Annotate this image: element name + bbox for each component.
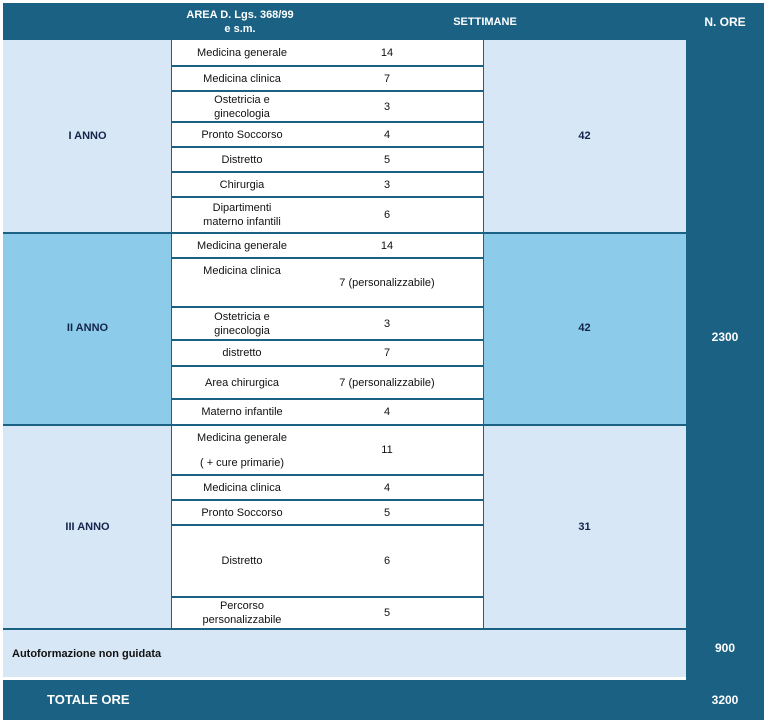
- area-cell: Medicina generale: [197, 47, 287, 59]
- year-2-label: II ANNO: [66, 322, 109, 334]
- area-cell: Materno infantile: [201, 406, 283, 418]
- table-header: [3, 3, 764, 40]
- area-cell: Pronto Soccorso: [201, 506, 283, 519]
- area-cell: Distretto: [221, 153, 263, 166]
- weeks-cell: 3: [383, 100, 391, 113]
- year-2-total-weeks: 42: [578, 322, 591, 334]
- weeks-cell: 6: [383, 555, 391, 567]
- total-hours: 3200: [711, 693, 739, 707]
- area-cell: Area chirurgica: [205, 376, 279, 389]
- column-border: [483, 40, 484, 628]
- weeks-cell: 6: [383, 208, 391, 221]
- area-cell: Distretto: [221, 555, 263, 567]
- area-cell-note: ( + cure primarie): [199, 456, 285, 469]
- weeks-cell: 4: [383, 406, 391, 418]
- weeks-cell: 3: [383, 317, 391, 330]
- area-cell: Medicina clinica: [203, 265, 281, 277]
- header-hours: N. ORE: [704, 14, 746, 29]
- year-3-total-weeks: 31: [578, 521, 591, 533]
- hours-years: 2300: [711, 330, 739, 344]
- header-area: AREA D. Lgs. 368/99 e s.m.: [186, 8, 294, 35]
- area-cell: Pronto Soccorso: [201, 128, 283, 141]
- header-weeks: SETTIMANE: [453, 15, 517, 28]
- weeks-cell: 5: [383, 606, 391, 619]
- weeks-cell: 7: [383, 72, 391, 85]
- weeks-cell: 3: [383, 178, 391, 191]
- self-training-label: Autoformazione non guidata: [12, 648, 162, 660]
- area-cell: Percorso personalizzabile: [202, 599, 282, 626]
- weeks-cell: 4: [383, 128, 391, 141]
- area-cell: Ostetricia e ginecologia: [214, 93, 270, 120]
- weeks-cell: 7 (personalizzabile): [339, 276, 435, 289]
- self-training-hours: 900: [714, 641, 736, 655]
- weeks-cell: 7 (personalizzabile): [339, 376, 435, 389]
- area-cell: Medicina generale: [197, 239, 287, 252]
- column-border: [171, 40, 172, 628]
- area-cell: distretto: [222, 347, 262, 359]
- area-cell: Medicina clinica: [203, 72, 281, 85]
- area-cell-main: Medicina generale: [197, 431, 287, 444]
- weeks-cell: 5: [383, 506, 391, 519]
- hours-column: [686, 40, 764, 680]
- weeks-cell: 7: [383, 347, 391, 359]
- area-cell: [172, 425, 312, 475]
- area-cell: Chirurgia: [219, 178, 265, 191]
- weeks-cell: 14: [380, 239, 394, 252]
- weeks-cell: 5: [383, 153, 391, 166]
- year-1-total-weeks: 42: [578, 130, 591, 142]
- year-1-label: I ANNO: [68, 130, 107, 142]
- weeks-cell: 14: [380, 47, 394, 59]
- year-3-label: III ANNO: [65, 521, 110, 533]
- total-label: TOTALE ORE: [47, 692, 130, 707]
- area-cell: Ostetricia e ginecologia: [214, 310, 270, 337]
- weeks-cell: 4: [383, 481, 391, 494]
- area-cell: Dipartimenti materno infantili: [203, 201, 281, 228]
- area-cell: Medicina clinica: [203, 481, 281, 494]
- weeks-cell: 11: [381, 444, 393, 456]
